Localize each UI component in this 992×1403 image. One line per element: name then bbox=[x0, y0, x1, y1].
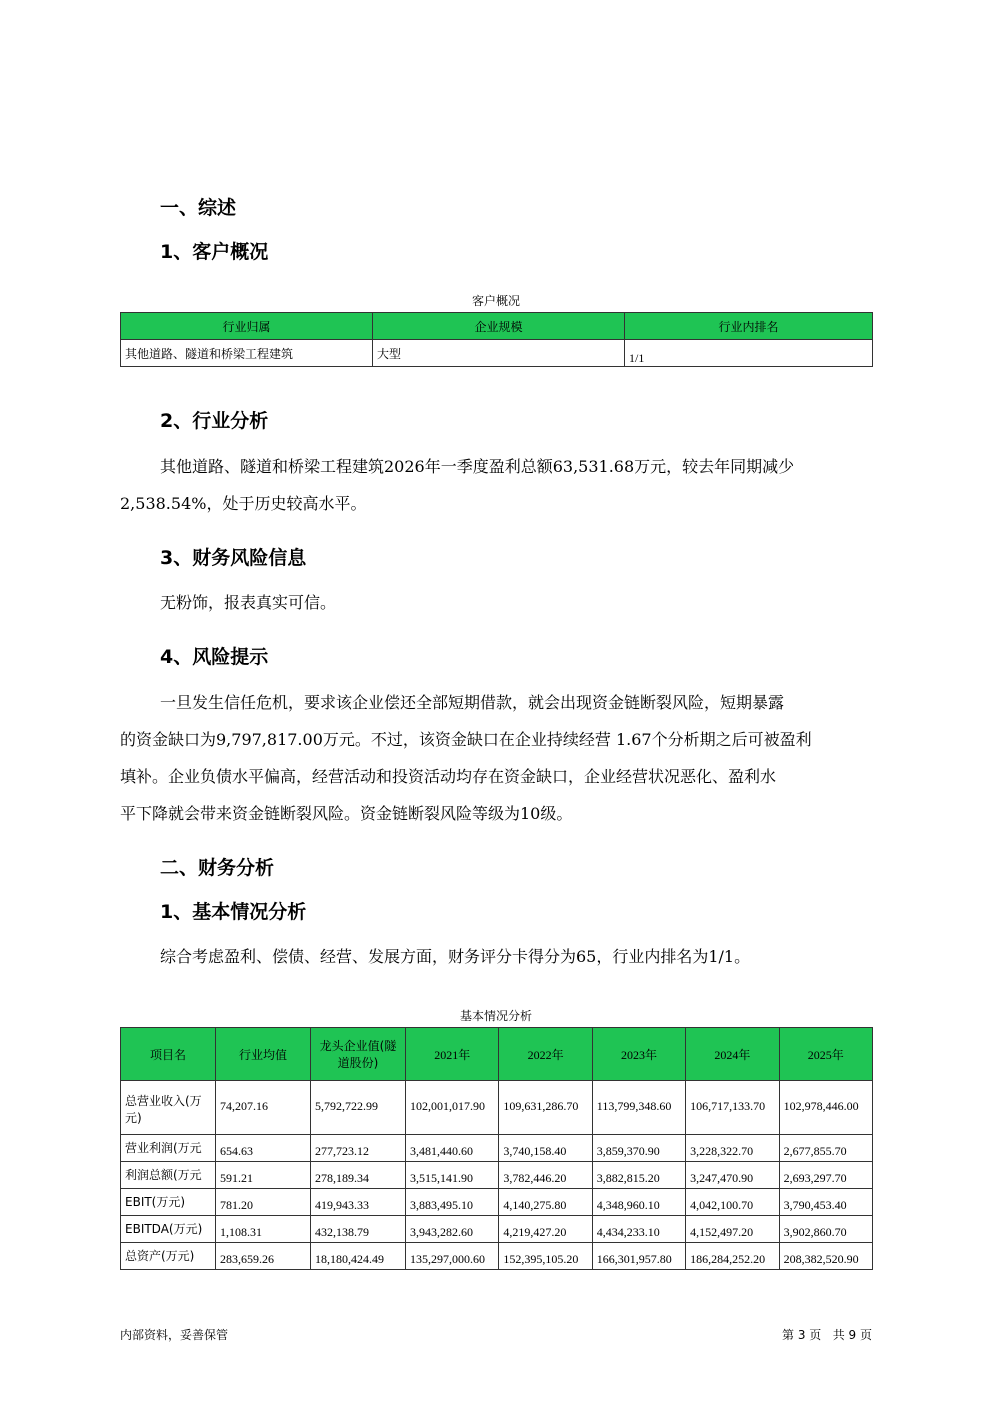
industry-analysis-line-1: 其他道路、隧道和桥梁工程建筑2026年一季度盈利总额63,531.68万元，较去年同期减少 bbox=[160, 457, 795, 476]
industry-analysis-line-2: 2,538.54%，处于历史较高水平。 bbox=[120, 494, 367, 513]
table-cell: 3,782,446.20 bbox=[499, 1162, 592, 1189]
table-cell-industry: 其他道路、隧道和桥梁工程建筑 bbox=[121, 340, 373, 367]
table-header-scale: 企业规模 bbox=[373, 313, 625, 340]
section-title-overview: 一、综述 bbox=[160, 197, 237, 219]
table-row bbox=[121, 1243, 873, 1270]
customer-overview-table bbox=[120, 312, 873, 367]
table-cell: 2,693,297.70 bbox=[779, 1162, 872, 1189]
table-caption-customer-overview: 客户概况 bbox=[471, 294, 520, 308]
section-title-financial-analysis: 二、财务分析 bbox=[160, 857, 275, 879]
table-cell: 5,792,722.99 bbox=[311, 1081, 406, 1135]
table-cell: 3,228,322.70 bbox=[686, 1135, 779, 1162]
table-cell: 4,219,427.20 bbox=[499, 1216, 592, 1243]
table-cell: 3,247,470.90 bbox=[686, 1162, 779, 1189]
table-cell: 3,790,453.40 bbox=[779, 1189, 872, 1216]
table-header-leader-value: 龙头企业值(隧道股份) bbox=[311, 1028, 406, 1081]
table-cell: 74,207.16 bbox=[216, 1081, 311, 1135]
table-row-label: 利润总额(万元 bbox=[121, 1162, 216, 1189]
table-cell-scale: 大型 bbox=[373, 340, 625, 367]
table-cell: 166,301,957.80 bbox=[592, 1243, 685, 1270]
table-header-row bbox=[121, 1028, 873, 1081]
table-cell: 278,189.34 bbox=[311, 1162, 406, 1189]
table-cell: 3,902,860.70 bbox=[779, 1216, 872, 1243]
table-cell: 208,382,520.90 bbox=[779, 1243, 872, 1270]
table-header-item: 项目名 bbox=[121, 1028, 216, 1081]
table-cell: 152,395,105.20 bbox=[499, 1243, 592, 1270]
table-cell: 277,723.12 bbox=[311, 1135, 406, 1162]
table-cell: 106,717,133.70 bbox=[686, 1081, 779, 1135]
table-cell: 654.63 bbox=[216, 1135, 311, 1162]
table-header-2022: 2022年 bbox=[499, 1028, 592, 1081]
table-cell: 3,882,815.20 bbox=[592, 1162, 685, 1189]
financial-risk-text: 无粉饰，报表真实可信。 bbox=[160, 593, 337, 612]
subsection-title-basic-analysis: 1、基本情况分析 bbox=[160, 901, 307, 923]
table-cell: 3,515,141.90 bbox=[406, 1162, 499, 1189]
table-cell: 419,943.33 bbox=[311, 1189, 406, 1216]
table-cell: 186,284,252.20 bbox=[686, 1243, 779, 1270]
table-cell: 781.20 bbox=[216, 1189, 311, 1216]
table-cell: 4,140,275.80 bbox=[499, 1189, 592, 1216]
table-header-2021: 2021年 bbox=[406, 1028, 499, 1081]
table-caption-basic-analysis: 基本情况分析 bbox=[459, 1009, 532, 1023]
table-cell-rank: 1/1 bbox=[625, 340, 873, 367]
table-row-label: 营业利润(万元 bbox=[121, 1135, 216, 1162]
table-row-label: EBIT(万元) bbox=[121, 1189, 216, 1216]
table-cell: 1,108.31 bbox=[216, 1216, 311, 1243]
table-cell: 3,883,495.10 bbox=[406, 1189, 499, 1216]
table-header-rank: 行业内排名 bbox=[625, 313, 873, 340]
risk-warning-line-4: 平下降就会带来资金链断裂风险。资金链断裂风险等级为10级。 bbox=[120, 804, 573, 823]
subsection-title-customer-overview: 1、客户概况 bbox=[160, 241, 269, 263]
table-cell: 3,481,440.60 bbox=[406, 1135, 499, 1162]
table-header-industry: 行业归属 bbox=[121, 313, 373, 340]
table-cell: 109,631,286.70 bbox=[499, 1081, 592, 1135]
table-header-2024: 2024年 bbox=[686, 1028, 779, 1081]
table-cell: 4,434,233.10 bbox=[592, 1216, 685, 1243]
table-row-label: 总资产(万元) bbox=[121, 1243, 216, 1270]
subsection-title-financial-risk: 3、财务风险信息 bbox=[160, 547, 307, 569]
table-row bbox=[121, 1162, 873, 1189]
subsection-title-industry-analysis: 2、行业分析 bbox=[160, 410, 269, 432]
table-cell: 2,677,855.70 bbox=[779, 1135, 872, 1162]
risk-warning-line-3: 填补。企业负债水平偏高，经营活动和投资活动均存在资金缺口，企业经营状况恶化、盈利水 bbox=[120, 767, 777, 786]
table-row-label: 总营业收入(万元) bbox=[121, 1081, 216, 1135]
table-cell: 3,740,158.40 bbox=[499, 1135, 592, 1162]
table-cell: 135,297,000.60 bbox=[406, 1243, 499, 1270]
table-row bbox=[121, 1189, 873, 1216]
table-cell: 591.21 bbox=[216, 1162, 311, 1189]
table-cell: 102,978,446.00 bbox=[779, 1081, 872, 1135]
table-cell: 4,042,100.70 bbox=[686, 1189, 779, 1216]
table-row bbox=[121, 1135, 873, 1162]
risk-warning-line-1: 一旦发生信任危机，要求该企业偿还全部短期借款，就会出现资金链断裂风险，短期暴露 bbox=[160, 693, 785, 712]
table-cell: 3,859,370.90 bbox=[592, 1135, 685, 1162]
footer-confidential-note: 内部资料，妥善保管 bbox=[120, 1328, 229, 1342]
table-header-2023: 2023年 bbox=[592, 1028, 685, 1081]
basic-analysis-table bbox=[120, 1027, 873, 1270]
table-cell: 113,799,348.60 bbox=[592, 1081, 685, 1135]
table-row bbox=[121, 1216, 873, 1243]
table-cell: 283,659.26 bbox=[216, 1243, 311, 1270]
table-cell: 432,138.79 bbox=[311, 1216, 406, 1243]
table-row-label: EBITDA(万元) bbox=[121, 1216, 216, 1243]
table-cell: 4,348,960.10 bbox=[592, 1189, 685, 1216]
table-row bbox=[121, 1081, 873, 1135]
table-cell: 18,180,424.49 bbox=[311, 1243, 406, 1270]
table-header-industry-avg: 行业均值 bbox=[216, 1028, 311, 1081]
table-cell: 4,152,497.20 bbox=[686, 1216, 779, 1243]
table-cell: 102,001,017.90 bbox=[406, 1081, 499, 1135]
footer-page-number: 第 3 页 共 9 页 bbox=[782, 1328, 872, 1342]
subsection-title-risk-warning: 4、风险提示 bbox=[160, 646, 269, 668]
table-cell: 3,943,282.60 bbox=[406, 1216, 499, 1243]
risk-warning-line-2: 的资金缺口为9,797,817.00万元。不过，该资金缺口在企业持续经营 1.67个分析期之后可被盈利 bbox=[120, 730, 812, 749]
basic-analysis-text: 综合考虑盈利、偿债、经营、发展方面，财务评分卡得分为65，行业内排名为1/1。 bbox=[160, 947, 751, 966]
table-header-2025: 2025年 bbox=[779, 1028, 872, 1081]
